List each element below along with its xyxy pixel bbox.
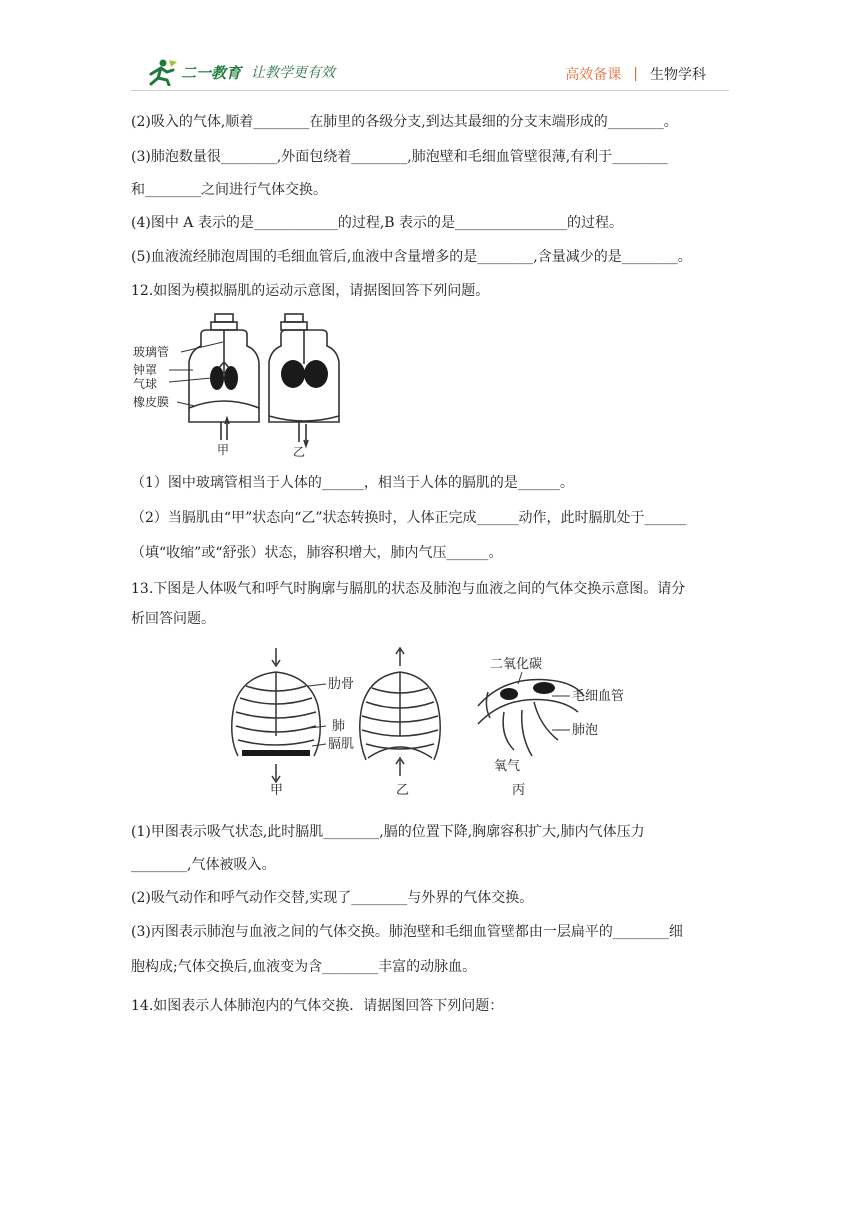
header-label-subject: 生物学科 bbox=[650, 67, 706, 83]
caption-yi: 乙 bbox=[293, 445, 306, 459]
label-glass-tube: 玻璃管 bbox=[133, 345, 170, 359]
logo-text: 二一教育 bbox=[181, 63, 242, 82]
question-line: 胞构成;气体交换后,血液变为含________丰富的动脉血。 bbox=[131, 959, 477, 975]
logo bbox=[143, 58, 335, 86]
question-line: (3)丙图表示肺泡与血液之间的气体交换。肺泡壁和毛细血管壁都由一层扁平的________细 bbox=[131, 924, 683, 940]
question-line: (2)吸气动作和呼气动作交替,实现了________与外界的气体交换。 bbox=[131, 890, 534, 906]
label-diaphragm: 膈肌 bbox=[328, 737, 355, 752]
label-rib: 肋骨 bbox=[328, 677, 355, 692]
label-capillary: 毛细血管 bbox=[572, 689, 625, 704]
question-line: (3)肺泡数量很________,外面包绕着________,肺泡壁和毛细血管壁很薄,有利于________ bbox=[131, 149, 669, 165]
label-oxygen: 氧气 bbox=[494, 759, 521, 774]
header-rule bbox=[131, 90, 729, 91]
label-bell-jar: 钟罩 bbox=[133, 363, 158, 377]
header-separator: | bbox=[633, 66, 638, 82]
label-lung: 肺 bbox=[332, 719, 346, 734]
label-carbon-dioxide: 二氧化碳 bbox=[490, 657, 543, 672]
caption-jia: 甲 bbox=[270, 783, 284, 798]
caption-yi: 乙 bbox=[396, 783, 410, 798]
caption-bing: 丙 bbox=[512, 783, 526, 798]
question-line: (2)吸入的气体,顺着________在肺里的各级分支,到达其最细的分支末端形成的________。 bbox=[131, 114, 678, 130]
question-line: （1）图中玻璃管相当于人体的______，相当于人体的膈肌的是______。 bbox=[131, 475, 574, 491]
runner-logo-icon bbox=[143, 58, 179, 86]
caption-jia: 甲 bbox=[217, 443, 230, 457]
header-subject bbox=[565, 64, 706, 84]
ribcage-diagram bbox=[222, 646, 642, 806]
label-alveolus: 肺泡 bbox=[572, 723, 599, 738]
label-balloon: 气球 bbox=[133, 377, 158, 391]
bell-jar-diagram bbox=[131, 312, 343, 460]
page-header bbox=[0, 0, 860, 90]
question-line: （填“收缩”或“舒张）状态，肺容积增大，肺内气压______。 bbox=[131, 545, 503, 561]
question-line: 和________之间进行气体交换。 bbox=[131, 182, 327, 198]
question-title: 12.如图为模拟膈肌的运动示意图，请据图回答下列问题。 bbox=[131, 283, 490, 299]
slogan: 让教学更有效 bbox=[251, 65, 336, 81]
question-title: 13.下图是人体吸气和呼气时胸廓与膈肌的状态及肺泡与血液之间的气体交换示意图。请分 bbox=[131, 581, 686, 597]
question-line: (4)图中 A 表示的是____________的过程,B 表示的是________________的过程。 bbox=[131, 215, 624, 231]
label-rubber-membrane: 橡皮膜 bbox=[133, 395, 170, 409]
question-line: （2）当膈肌由“甲”状态向“乙”状态转换时，人体正完成______动作，此时膈肌处于______ bbox=[131, 510, 687, 526]
question-line: ________,气体被吸入。 bbox=[131, 857, 276, 873]
header-label-prep: 高效备课 bbox=[565, 67, 622, 83]
question-line: 析回答问题。 bbox=[131, 611, 215, 627]
question-title: 14.如图表示人体肺泡内的气体交换．请据图回答下列问题： bbox=[131, 998, 504, 1014]
question-line: (1)甲图表示吸气状态,此时膈肌________,膈的位置下降,胸廓容积扩大,肺内气体压力 bbox=[131, 824, 645, 840]
question-line: (5)血液流经肺泡周围的毛细血管后,血液中含量增多的是________,含量减少的是________。 bbox=[131, 249, 692, 265]
